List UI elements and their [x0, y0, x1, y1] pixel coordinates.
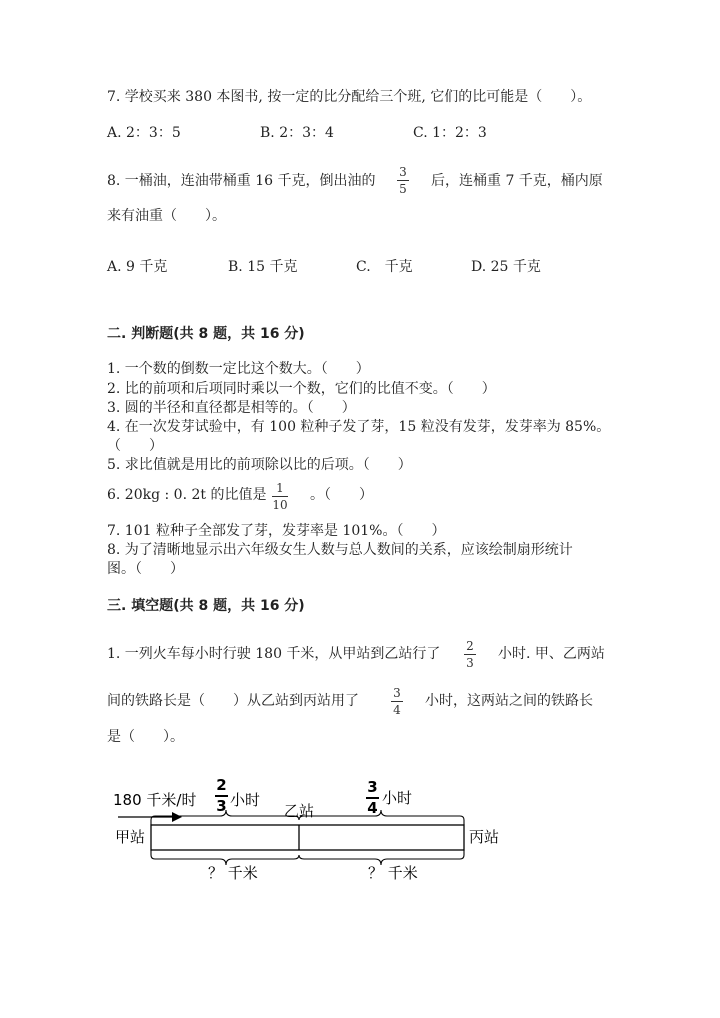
- judge-item-6-part2: 。（ ）: [310, 487, 373, 503]
- q7-option-c: C. 1：2：3: [413, 125, 487, 141]
- fill-q1-line2-part1: 间的铁路长是（ ）从乙站到丙站用了: [107, 693, 359, 709]
- judge-item-3: 3. 圆的半径和直径都是相等的。（ ）: [107, 400, 356, 416]
- section3-heading: 三. 填空题(共 8 题，共 16 分): [107, 598, 305, 614]
- fill-q1-fraction-2-den: 4: [393, 703, 401, 717]
- fill-q1-line2-part2: 小时，这两站之间的铁路长: [425, 693, 593, 709]
- station-a-label: 甲站: [115, 828, 146, 846]
- unknown-distance-right: ？ 千米: [368, 864, 418, 882]
- fill-q1-fraction-1-den: 3: [466, 656, 474, 670]
- judge-item-1: 1. 一个数的倒数一定比这个数大。（ ）: [107, 361, 370, 377]
- q7-option-b: B. 2：3：4: [260, 125, 334, 141]
- diagram-fraction-left-den: 3: [216, 796, 227, 815]
- section2-heading: 二. 判断题(共 8 题，共 16 分): [107, 326, 305, 342]
- q8-fraction-denominator: 5: [399, 182, 407, 196]
- q7-option-a: A. 2：3：5: [107, 125, 181, 141]
- q8-option-d: D. 25 千克: [471, 259, 541, 275]
- diagram-fraction-right: [366, 780, 379, 816]
- q7-stem: 7. 学校买来 380 本图书, 按一定的比分配给三个班, 它们的比可能是（ ）。: [107, 89, 592, 105]
- fill-q1-line1-part2: 小时. 甲、乙两站: [498, 646, 605, 662]
- diagram-fraction-left: [215, 778, 228, 814]
- judge-item-6-part1: 6. 20kg : 0. 2t 的比值是: [107, 487, 267, 503]
- direction-arrow-head: [172, 812, 182, 822]
- unknown-distance-left: ？ 千米: [208, 864, 258, 882]
- judge-item-6-denominator: 10: [272, 498, 288, 512]
- judge-item-8-line2: 图。（ ）: [107, 561, 184, 577]
- q8-fraction-numerator: 3: [399, 165, 407, 179]
- q8-stem-part1: 8. 一桶油，连油带桶重 16 千克，倒出油的: [107, 173, 376, 189]
- hour-label-right: 小时: [382, 789, 413, 807]
- judge-item-2: 2. 比的前项和后项同时乘以一个数，它们的比值不变。（ ）: [107, 381, 496, 397]
- diagram-fraction-right-num: 3: [367, 778, 378, 796]
- judge-item-4-paren: （ ）: [107, 438, 163, 454]
- bottom-brace-right: [299, 850, 464, 865]
- hour-label-left: 小时: [230, 791, 261, 809]
- diagram-fraction-right-den: 4: [367, 798, 378, 817]
- fill-q1-fraction-1-num: 2: [466, 639, 474, 653]
- station-c-label: 丙站: [469, 828, 500, 846]
- judge-item-5: 5. 求比值就是用比的前项除以比的后项。（ ）: [107, 457, 412, 473]
- q8-option-c: C. 千克: [356, 259, 413, 275]
- top-brace-right: [299, 810, 464, 825]
- diagram-fraction-left-num: 2: [216, 776, 227, 794]
- q8-option-b: B. 15 千克: [228, 259, 298, 275]
- track-bar: [151, 825, 464, 850]
- fill-q1-line1-part1: 1. 一列火车每小时行驶 180 千米，从甲站到乙站行了: [107, 646, 441, 662]
- judge-item-8-line1: 8. 为了清晰地显示出六年级女生人数与总人数间的关系，应该绘制扇形统计: [107, 542, 573, 558]
- q8-option-a: A. 9 千克: [107, 259, 168, 275]
- bottom-brace-left: [151, 850, 299, 865]
- speed-label: 180 千米/时: [113, 791, 197, 809]
- fill-q1-fraction-2-num: 3: [393, 686, 401, 700]
- station-b-label: 乙站: [284, 802, 315, 820]
- judge-item-4: 4. 在一次发芽试验中，有 100 粒种子发了芽，15 粒没有发芽，发芽率为 85%。: [107, 419, 611, 435]
- fill-q1-line3: 是（ ）。: [107, 729, 184, 745]
- q8-stem-line2: 来有油重（ ）。: [107, 208, 226, 224]
- judge-item-6-numerator: 1: [276, 481, 284, 495]
- judge-item-7: 7. 101 粒种子全部发了芽，发芽率是 101%。（ ）: [107, 523, 446, 539]
- q8-stem-part2: 后，连桶重 7 千克，桶内原: [431, 173, 603, 189]
